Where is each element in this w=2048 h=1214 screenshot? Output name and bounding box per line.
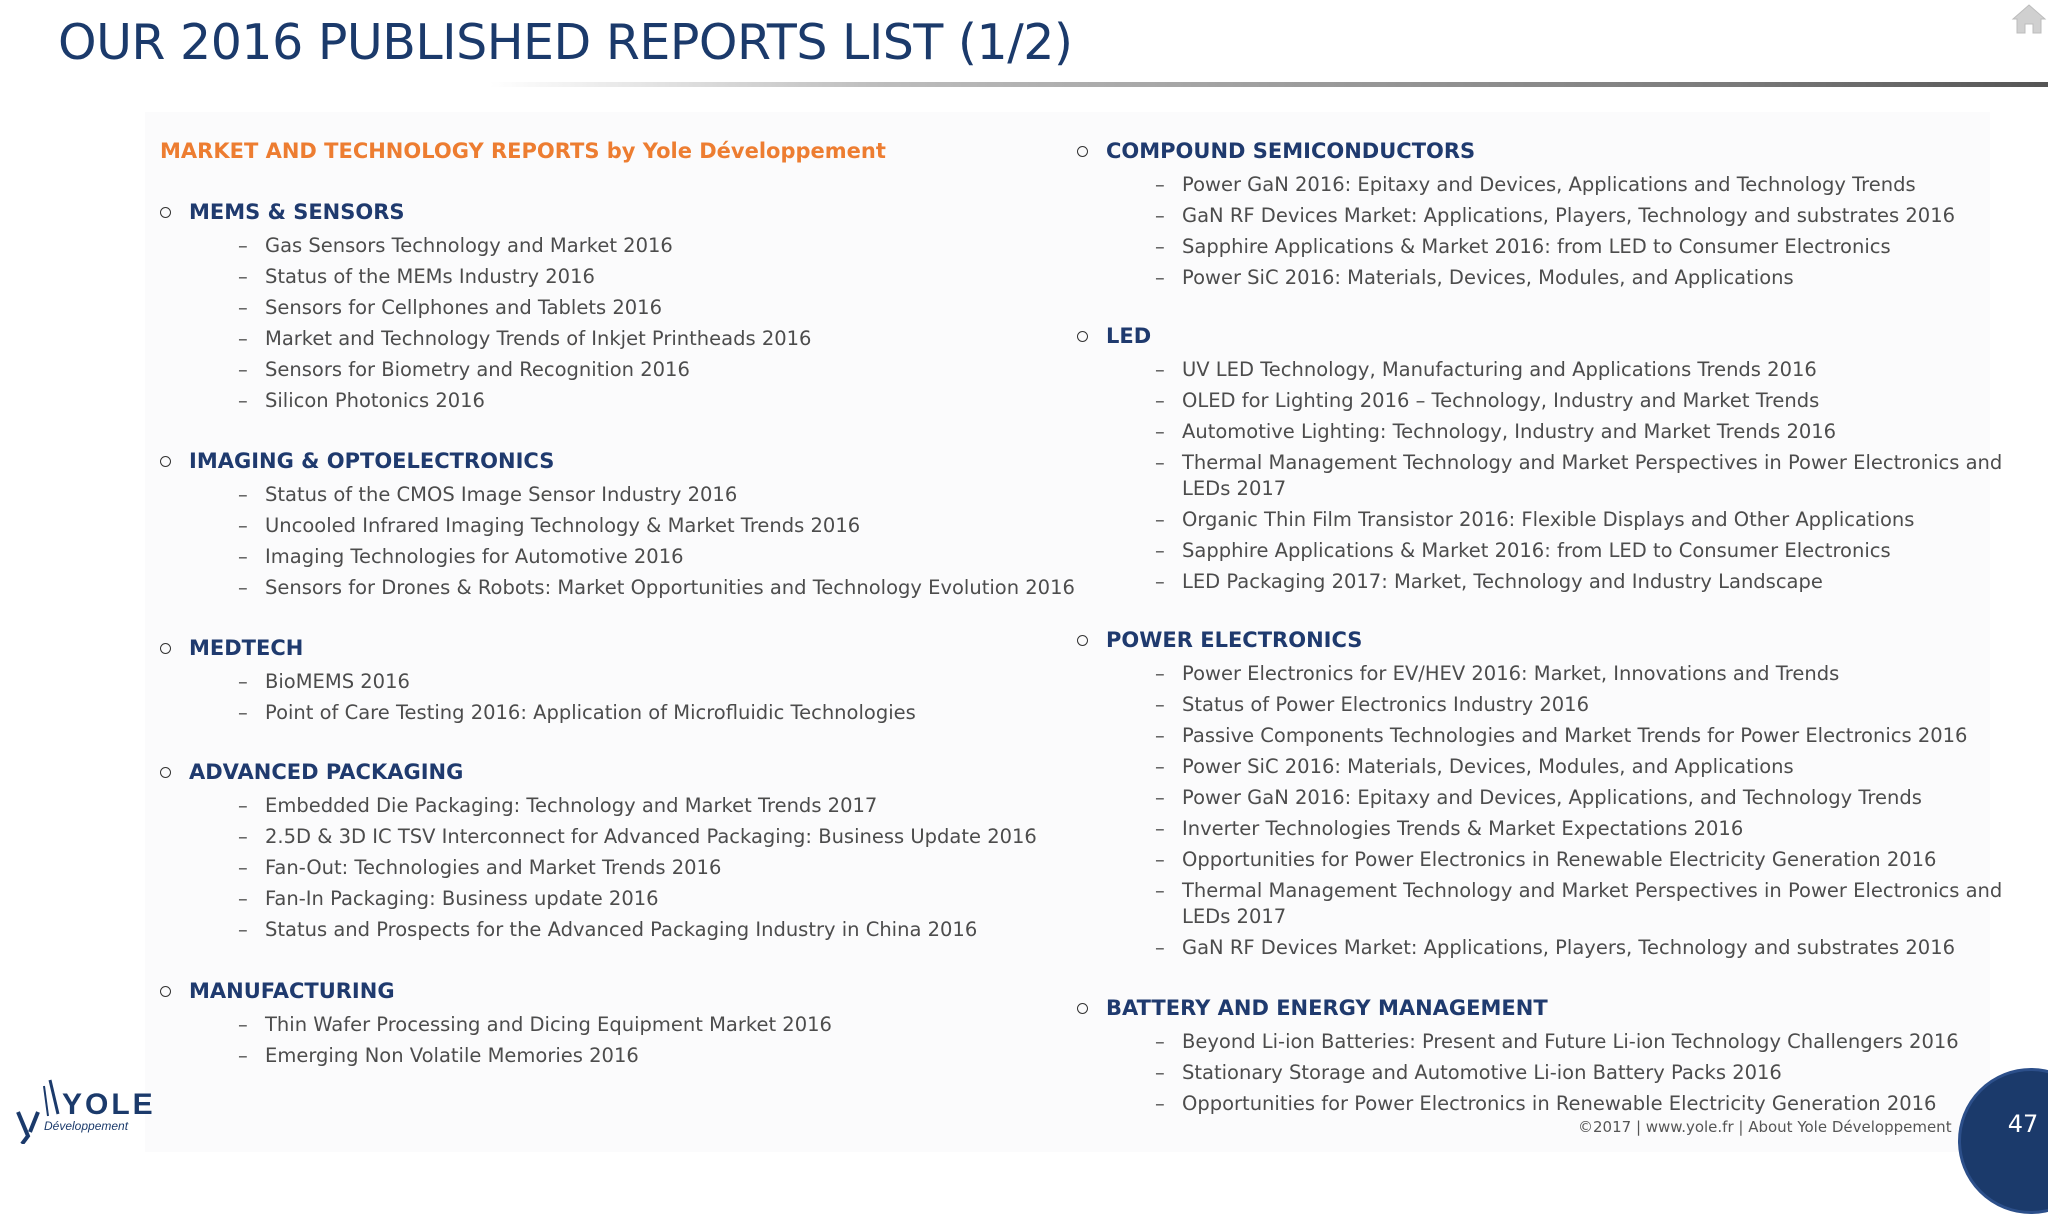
section-heading [1077, 136, 2042, 167]
list-item [1077, 203, 2042, 229]
report-list [1077, 172, 2042, 291]
dash-bullet: – [238, 514, 248, 537]
section-heading-text: ADVANCED PACKAGING [189, 760, 464, 784]
section-heading [160, 976, 832, 1007]
section-heading-text: COMPOUND SEMICONDUCTORS [1106, 139, 1476, 163]
list-item [160, 357, 811, 383]
report-list [160, 793, 1037, 943]
dash-bullet: – [1155, 539, 1165, 562]
report-title: Embedded Die Packaging: Technology and Market Trends 2017 [265, 794, 878, 817]
hollow-circle-bullet-icon [1077, 146, 1088, 157]
dash-bullet: – [1155, 848, 1165, 871]
report-title: GaN RF Devices Market: Applications, Players, Technology and substrates 2016 [1182, 936, 1956, 959]
report-title: UV LED Technology, Manufacturing and Applications Trends 2016 [1182, 358, 1817, 381]
list-item [1077, 388, 2042, 414]
list-item [1077, 847, 2042, 873]
report-title: Inverter Technologies Trends & Market Expectations 2016 [1182, 817, 1744, 840]
list-item [1077, 723, 2042, 749]
hollow-circle-bullet-icon [1077, 635, 1088, 646]
section-heading-text: MEMS & SENSORS [189, 200, 405, 224]
report-title: Power GaN 2016: Epitaxy and Devices, Applications, and Technology Trends [1182, 786, 1922, 809]
report-section [160, 633, 916, 726]
report-title: Sensors for Biometry and Recognition 2016 [265, 358, 690, 381]
list-item [1077, 935, 2042, 961]
list-item [160, 388, 811, 414]
report-title: Sensors for Cellphones and Tablets 2016 [265, 296, 662, 319]
dash-bullet: – [238, 794, 248, 817]
dash-bullet: – [238, 234, 248, 257]
list-item [1077, 1060, 2042, 1086]
list-item [160, 886, 1037, 912]
dash-bullet: – [1155, 1030, 1165, 1053]
dash-bullet: – [238, 265, 248, 288]
section-heading-text: POWER ELECTRONICS [1106, 628, 1363, 652]
list-item [160, 1012, 832, 1038]
section-heading [160, 757, 1037, 788]
dash-bullet: – [238, 1044, 248, 1067]
dash-bullet: – [238, 825, 248, 848]
list-item [160, 824, 1037, 850]
section-heading [160, 446, 1075, 477]
svg-text:YOLE: YOLE [62, 1088, 156, 1121]
list-item [1077, 265, 2042, 291]
section-heading-text: BATTERY AND ENERGY MANAGEMENT [1106, 996, 1548, 1020]
report-title: Beyond Li-ion Batteries: Present and Future Li-ion Technology Challengers 2016 [1182, 1030, 1959, 1053]
dash-bullet: – [238, 887, 248, 910]
report-list [1077, 1029, 2042, 1117]
list-item [1077, 419, 2042, 445]
dash-bullet: – [1155, 1061, 1165, 1084]
report-title: Power SiC 2016: Materials, Devices, Modules, and Applications [1182, 266, 1794, 289]
dash-bullet: – [1155, 724, 1165, 747]
dash-bullet: – [1155, 693, 1165, 716]
dash-bullet: – [238, 327, 248, 350]
dash-bullet: – [238, 296, 248, 319]
dash-bullet: – [238, 358, 248, 381]
report-title: Imaging Technologies for Automotive 2016 [265, 545, 684, 568]
section-heading [1077, 993, 2042, 1024]
report-title: Point of Care Testing 2016: Application of Microfluidic Technologies [265, 701, 916, 724]
dash-bullet: – [238, 1013, 248, 1036]
report-title: Status and Prospects for the Advanced Packaging Industry in China 2016 [265, 918, 978, 941]
section-heading-text: LED [1106, 324, 1152, 348]
list-item [160, 855, 1037, 881]
report-title: Power GaN 2016: Epitaxy and Devices, Applications and Technology Trends [1182, 173, 1916, 196]
report-title: Status of the MEMs Industry 2016 [265, 265, 595, 288]
report-section [1077, 136, 2042, 291]
list-item [1077, 450, 2042, 502]
hollow-circle-bullet-icon [160, 207, 171, 218]
report-title: Status of the CMOS Image Sensor Industry 2016 [265, 483, 738, 506]
report-title: Opportunities for Power Electronics in Renewable Electricity Generation 2016 [1182, 848, 1937, 871]
list-item [160, 513, 1075, 539]
dash-bullet: – [1155, 235, 1165, 258]
list-item [160, 669, 916, 695]
list-item [160, 544, 1075, 570]
dash-bullet: – [1155, 1092, 1165, 1115]
section-heading [1077, 625, 2042, 656]
dash-bullet: – [1155, 936, 1165, 959]
dash-bullet: – [1155, 755, 1165, 778]
report-title: Emerging Non Volatile Memories 2016 [265, 1044, 639, 1067]
dash-bullet: – [238, 576, 248, 599]
page-number: 47 [2007, 1110, 2039, 1138]
report-intro-heading: MARKET AND TECHNOLOGY REPORTS by Yole Développement [160, 139, 886, 163]
dash-bullet: – [1155, 570, 1165, 593]
dash-bullet: – [238, 483, 248, 506]
dash-bullet: – [238, 545, 248, 568]
list-item [160, 295, 811, 321]
report-title: Stationary Storage and Automotive Li-ion Battery Packs 2016 [1182, 1061, 1782, 1084]
list-item [1077, 754, 2042, 780]
hollow-circle-bullet-icon [1077, 1003, 1088, 1014]
report-title: BioMEMS 2016 [265, 670, 410, 693]
report-title: GaN RF Devices Market: Applications, Players, Technology and substrates 2016 [1182, 204, 1956, 227]
svg-text:Développement: Développement [44, 1119, 129, 1133]
dash-bullet: – [1155, 420, 1165, 443]
report-section [160, 976, 832, 1069]
list-item [1077, 538, 2042, 564]
report-title: OLED for Lighting 2016 – Technology, Industry and Market Trends [1182, 389, 1820, 412]
report-title: Organic Thin Film Transistor 2016: Flexible Displays and Other Applications [1182, 508, 1915, 531]
section-heading [1077, 321, 2042, 352]
report-title: Power SiC 2016: Materials, Devices, Modules, and Applications [1182, 755, 1794, 778]
list-item [1077, 661, 2042, 687]
list-item [160, 917, 1037, 943]
report-section [160, 446, 1075, 601]
report-title: Silicon Photonics 2016 [265, 389, 485, 412]
report-list [160, 233, 811, 414]
report-list [1077, 357, 2042, 595]
report-title: Automotive Lighting: Technology, Industry and Market Trends 2016 [1182, 420, 1837, 443]
dash-bullet: – [238, 389, 248, 412]
list-item [160, 793, 1037, 819]
list-item [1077, 878, 2042, 930]
section-heading [160, 197, 811, 228]
report-section [1077, 993, 2042, 1117]
page-title: OUR 2016 PUBLISHED REPORTS LIST (1/2) [58, 14, 1073, 71]
list-item [1077, 172, 2042, 198]
dash-bullet: – [1155, 389, 1165, 412]
section-heading [160, 633, 916, 664]
dash-bullet: – [1155, 817, 1165, 840]
list-item [1077, 785, 2042, 811]
report-title: Thin Wafer Processing and Dicing Equipment Market 2016 [265, 1013, 832, 1036]
list-item [160, 326, 811, 352]
report-section [160, 757, 1037, 943]
dash-bullet: – [238, 918, 248, 941]
left-column [160, 136, 1075, 1067]
report-section [1077, 321, 2042, 595]
list-item [1077, 816, 2042, 842]
report-title: Status of Power Electronics Industry 2016 [1182, 693, 1589, 716]
section-heading-text: IMAGING & OPTOELECTRONICS [189, 449, 555, 473]
report-title: Fan-In Packaging: Business update 2016 [265, 887, 659, 910]
report-list [1077, 661, 2042, 961]
dash-bullet: – [238, 856, 248, 879]
report-title: 2.5D & 3D IC TSV Interconnect for Advanced Packaging: Business Update 2016 [265, 825, 1037, 848]
section-heading-text: MEDTECH [189, 636, 304, 660]
list-item [1077, 569, 2042, 595]
list-item [1077, 692, 2042, 718]
report-title: Passive Components Technologies and Market Trends for Power Electronics 2016 [1182, 724, 1968, 747]
report-title: Uncooled Infrared Imaging Technology & Market Trends 2016 [265, 514, 861, 537]
list-item [160, 264, 811, 290]
hollow-circle-bullet-icon [1077, 331, 1088, 342]
list-item [160, 233, 811, 259]
report-title: Sapphire Applications & Market 2016: from LED to Consumer Electronics [1182, 539, 1891, 562]
dash-bullet: – [1155, 358, 1165, 381]
dash-bullet: – [238, 701, 248, 724]
report-section [160, 197, 811, 414]
list-item [1077, 357, 2042, 383]
report-title: Thermal Management Technology and Market Perspectives in Power Electronics and LEDs 2017 [1182, 879, 2003, 928]
list-item [1077, 1091, 2042, 1117]
report-title: Sensors for Drones & Robots: Market Opportunities and Technology Evolution 2016 [265, 576, 1075, 599]
report-list [160, 1012, 832, 1069]
report-title: Sapphire Applications & Market 2016: from LED to Consumer Electronics [1182, 235, 1891, 258]
title-underline [490, 82, 2048, 87]
hollow-circle-bullet-icon [160, 986, 171, 997]
home-icon[interactable] [2010, 2, 2048, 36]
report-title: Fan-Out: Technologies and Market Trends 2016 [265, 856, 722, 879]
dash-bullet: – [1155, 508, 1165, 531]
footer-copyright: ©2017 | www.yole.fr | About Yole Développement [1578, 1118, 1952, 1136]
hollow-circle-bullet-icon [160, 456, 171, 467]
hollow-circle-bullet-icon [160, 643, 171, 654]
dash-bullet: – [1155, 879, 1165, 902]
report-list [160, 669, 916, 726]
dash-bullet: – [1155, 786, 1165, 809]
report-list [160, 482, 1075, 601]
dash-bullet: – [1155, 204, 1165, 227]
dash-bullet: – [238, 670, 248, 693]
yole-logo [16, 1074, 156, 1144]
dash-bullet: – [1155, 451, 1165, 474]
report-title: Power Electronics for EV/HEV 2016: Market, Innovations and Trends [1182, 662, 1840, 685]
list-item [160, 575, 1075, 601]
dash-bullet: – [1155, 173, 1165, 196]
report-title: Gas Sensors Technology and Market 2016 [265, 234, 673, 257]
list-item [1077, 234, 2042, 260]
report-section [1077, 625, 2042, 961]
report-title: Opportunities for Power Electronics in Renewable Electricity Generation 2016 [1182, 1092, 1937, 1115]
hollow-circle-bullet-icon [160, 767, 171, 778]
report-title: Market and Technology Trends of Inkjet Printheads 2016 [265, 327, 812, 350]
report-title: LED Packaging 2017: Market, Technology and Industry Landscape [1182, 570, 1823, 593]
section-heading-text: MANUFACTURING [189, 979, 395, 1003]
list-item [1077, 507, 2042, 533]
list-item [1077, 1029, 2042, 1055]
list-item [160, 1043, 832, 1069]
report-title: Thermal Management Technology and Market Perspectives in Power Electronics and LEDs 2017 [1182, 451, 2003, 500]
dash-bullet: – [1155, 662, 1165, 685]
list-item [160, 482, 1075, 508]
dash-bullet: – [1155, 266, 1165, 289]
list-item [160, 700, 916, 726]
